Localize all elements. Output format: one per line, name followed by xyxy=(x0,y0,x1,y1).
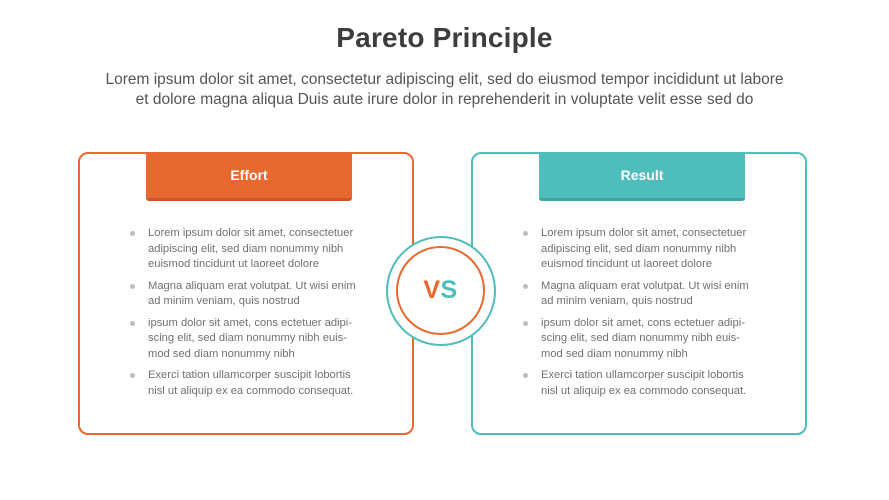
vs-letter-s: S xyxy=(440,276,458,304)
page-subtitle xyxy=(30,70,859,110)
list-item-text: ipsum dolor sit amet, cons ectetuer adipi-scing elit, sed diam nonummy nibh euis-mod sed diam nonummy nibh xyxy=(541,316,745,360)
bullet-icon xyxy=(130,284,135,289)
list-item-text: ipsum dolor sit amet, cons ectetuer adipi-scing elit, sed diam nonummy nibh euis-mod sed diam nonummy nibh xyxy=(148,316,352,360)
effort-card xyxy=(78,152,414,435)
list-item xyxy=(127,368,367,399)
vs-badge-outer-ring xyxy=(386,236,496,346)
list-item-text: Lorem ipsum dolor sit amet, consectetuer adipiscing elit, sed diam nonummy nibh euismod tincidunt ut laoreet dolore xyxy=(148,227,354,270)
bullet-icon xyxy=(523,231,528,236)
bullet-icon xyxy=(130,321,135,326)
list-item xyxy=(520,316,760,363)
bullet-icon xyxy=(523,321,528,326)
bullet-icon xyxy=(523,284,528,289)
result-card xyxy=(471,152,807,435)
subtitle-line-2: et dolore magna aliqua Duis aute irure dolor in reprehenderit in voluptate velit esse sed do xyxy=(135,91,754,108)
bullet-icon xyxy=(130,231,135,236)
list-item xyxy=(520,226,760,273)
vs-letter-v: V xyxy=(423,276,441,304)
list-item-text: Exerci tation ullamcorper suscipit lobortis nisl ut aliquip ex ea commodo consequat. xyxy=(541,369,747,397)
list-item xyxy=(520,368,760,399)
list-item xyxy=(520,279,760,310)
list-item xyxy=(127,226,367,273)
list-item xyxy=(127,279,367,310)
list-item-text: Lorem ipsum dolor sit amet, consectetuer adipiscing elit, sed diam nonummy nibh euismod tincidunt ut laoreet dolore xyxy=(541,227,747,270)
list-item-text: Magna aliquam erat volutpat. Ut wisi enim ad minim veniam, quis nostrud xyxy=(148,279,356,307)
result-tab: Result xyxy=(539,152,745,201)
vs-badge-inner-ring xyxy=(396,246,485,335)
vs-label xyxy=(423,276,457,305)
page-title: Pareto Principle xyxy=(336,22,553,53)
subtitle-line-1: Lorem ipsum dolor sit amet, consectetur adipiscing elit, sed do eiusmod tempor incididunt ut labore xyxy=(105,71,784,88)
list-item-text: Magna aliquam erat volutpat. Ut wisi enim ad minim veniam, quis nostrud xyxy=(541,279,749,307)
effort-tab: Effort xyxy=(146,152,352,201)
list-item xyxy=(127,316,367,363)
bullet-icon xyxy=(130,373,135,378)
bullet-icon xyxy=(523,373,528,378)
result-points-list xyxy=(520,226,760,405)
list-item-text: Exerci tation ullamcorper suscipit lobortis nisl ut aliquip ex ea commodo consequat. xyxy=(148,369,354,397)
effort-points-list xyxy=(127,226,367,405)
